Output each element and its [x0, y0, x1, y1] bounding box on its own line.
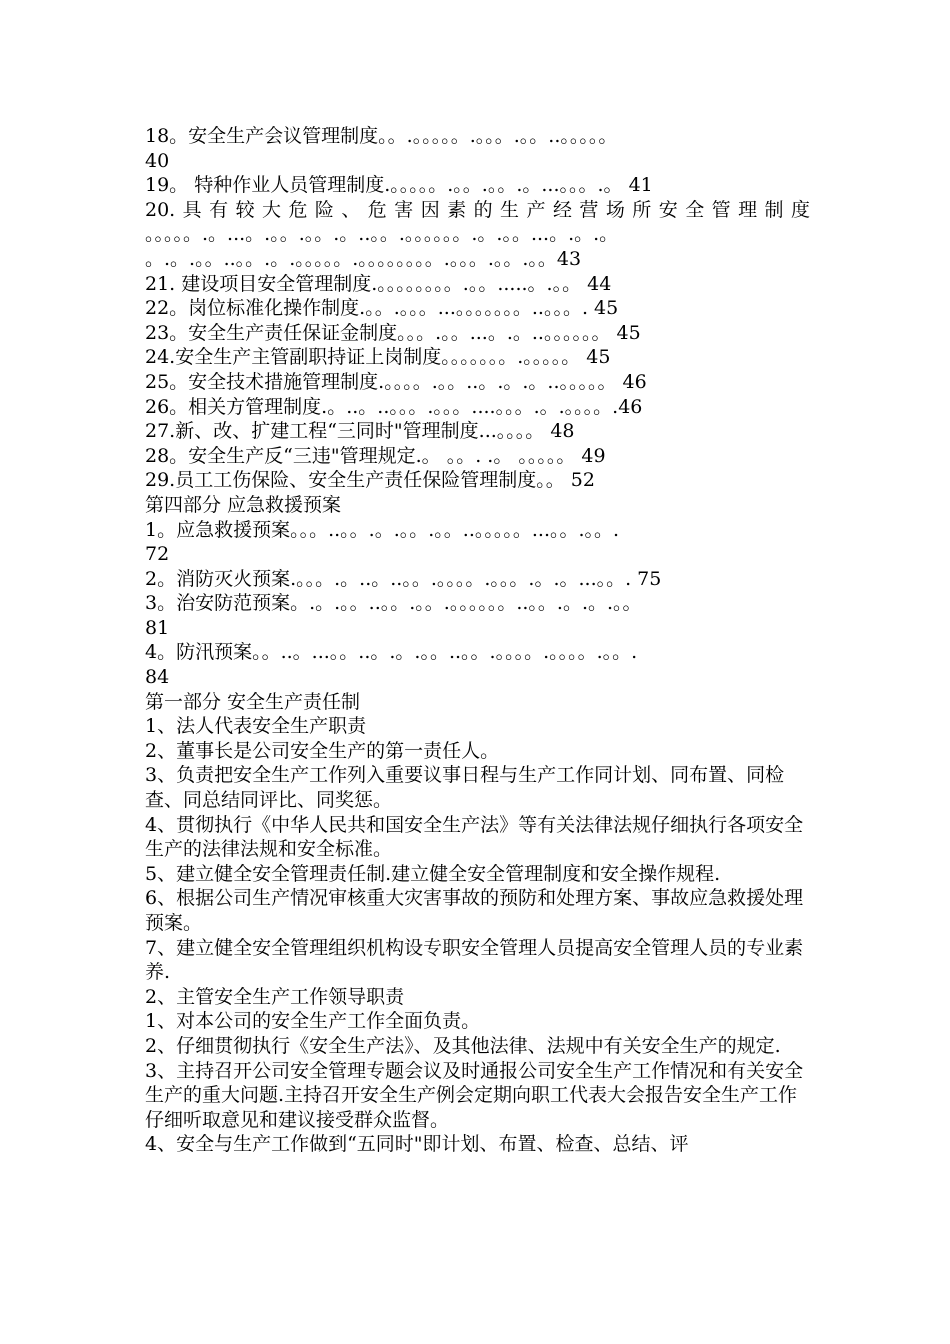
section-heading: 第四部分 应急救援预案 — [145, 493, 342, 516]
toc-line: 。.。.。。..。。.。.。。。。。.。。。。。。。。.。。。.。。.。。43 — [145, 247, 582, 270]
body-paragraph: 3、负责把安全生产工作列入重要议事日程与生产工作同计划、同布置、同检查、同总结同评比、同奖惩。 — [145, 764, 785, 812]
body-paragraph: 4、贯彻执行《中华人民共和国安全生产法》等有关法律法规仔细执行各项安全生产的法律法规和安全标准。 — [145, 813, 804, 861]
body-paragraph: 5、建立健全安全管理责任制.建立健全安全管理制度和安全操作规程. — [145, 862, 721, 885]
toc-line: 2。消防灭火预案.。。。.。..。..。。.。。。。.。。。.。.。...。。. 75 — [145, 567, 662, 590]
toc-line: 27.新、改、扩建工程“三同时"管理制度...。。。。 48 — [145, 420, 575, 443]
toc-line: 23。安全生产责任保证金制度。。。.。。...。.。..。。。。。。 45 — [145, 321, 641, 344]
subsection-heading: 2、主管安全生产工作领导职责 — [145, 985, 405, 1008]
document-body — [145, 124, 810, 1157]
body-paragraph: 7、建立健全安全管理组织机构设专职安全管理人员提高安全管理人员的专业素养. — [145, 936, 804, 984]
toc-line: 。。。。。.。...。.。。.。。.。..。。.。。。。。。.。.。。...。.。.。 — [145, 223, 619, 246]
toc-line: 81 — [145, 616, 170, 639]
body-paragraph: 2、仔细贯彻执行《安全生产法》、及其他法律、法规中有关安全生产的规定. — [145, 1034, 781, 1057]
body-paragraph: 1、对本公司的安全生产工作全面负责。 — [145, 1010, 481, 1033]
section-heading: 第一部分 安全生产责任制 — [145, 690, 361, 713]
toc-line: 84 — [145, 666, 170, 689]
toc-line: 4。防汛预案。。..。...。。..。.。.。。..。。.。。。。.。。。。.。。. — [145, 641, 638, 664]
toc-line: 72 — [145, 543, 170, 566]
body-paragraph: 4、安全与生产工作做到“五同时"即计划、布置、检查、总结、评 — [145, 1133, 689, 1156]
toc-line: 29.员工工伤保险、安全生产责任保险管理制度。。 52 — [145, 469, 595, 492]
toc-line: 40 — [145, 149, 170, 172]
toc-line: 19。 特种作业人员管理制度.。。。。。.。。.。。.。...。。。.。 41 — [145, 174, 653, 197]
toc-line: 18。安全生产会议管理制度。。.。。。。。.。。。.。。..。。。。。 — [145, 125, 618, 147]
body-paragraph: 2、董事长是公司安全生产的第一责任人。 — [145, 739, 500, 762]
toc-line: 1。应急救援预案。。。..。。.。.。。.。。..。。。。。...。。.。。. — [145, 518, 620, 541]
toc-line: 22。岗位标准化操作制度.。。.。。。...。。。。。。。..。。。. 45 — [145, 297, 619, 320]
toc-line: 20.具有较大危险、危害因素的生产经营场所安全管理制度 — [145, 198, 810, 221]
toc-line: 28。安全生产反“三违"管理规定.。 。。. .。 。。。。。 49 — [145, 444, 606, 467]
toc-line: 24.安全生产主管副职持证上岗制度。。。。。。。.。。。。。 45 — [145, 346, 611, 369]
toc-line: 25。安全技术措施管理制度.。。。。.。。..。.。.。..。。。。。 46 — [145, 370, 647, 393]
body-paragraph: 6、根据公司生产情况审核重大灾害事故的预防和处理方案、事故应急救援处理预案。 — [145, 887, 804, 934]
subsection-heading: 1、法人代表安全生产职责 — [145, 715, 367, 738]
toc-line: 21. 建设项目安全管理制度.。。。。。。。。.。。.....。.。。 44 — [145, 272, 612, 295]
toc-line: 26。相关方管理制度.。..。..。。。.。。。....。。。.。.。。。。.46 — [145, 395, 643, 418]
toc-line: 3。治安防范预案。.。.。。..。。.。。.。。。。。。..。。.。.。.。。 — [145, 592, 642, 615]
body-paragraph: 3、主持召开公司安全管理专题会议及时通报公司安全生产工作情况和有关安全生产的重大问题.主持召开安全生产例会定期向职工代表大会报告安全生产工作仔细听取意见和建议接受群众监督。 — [145, 1059, 804, 1131]
